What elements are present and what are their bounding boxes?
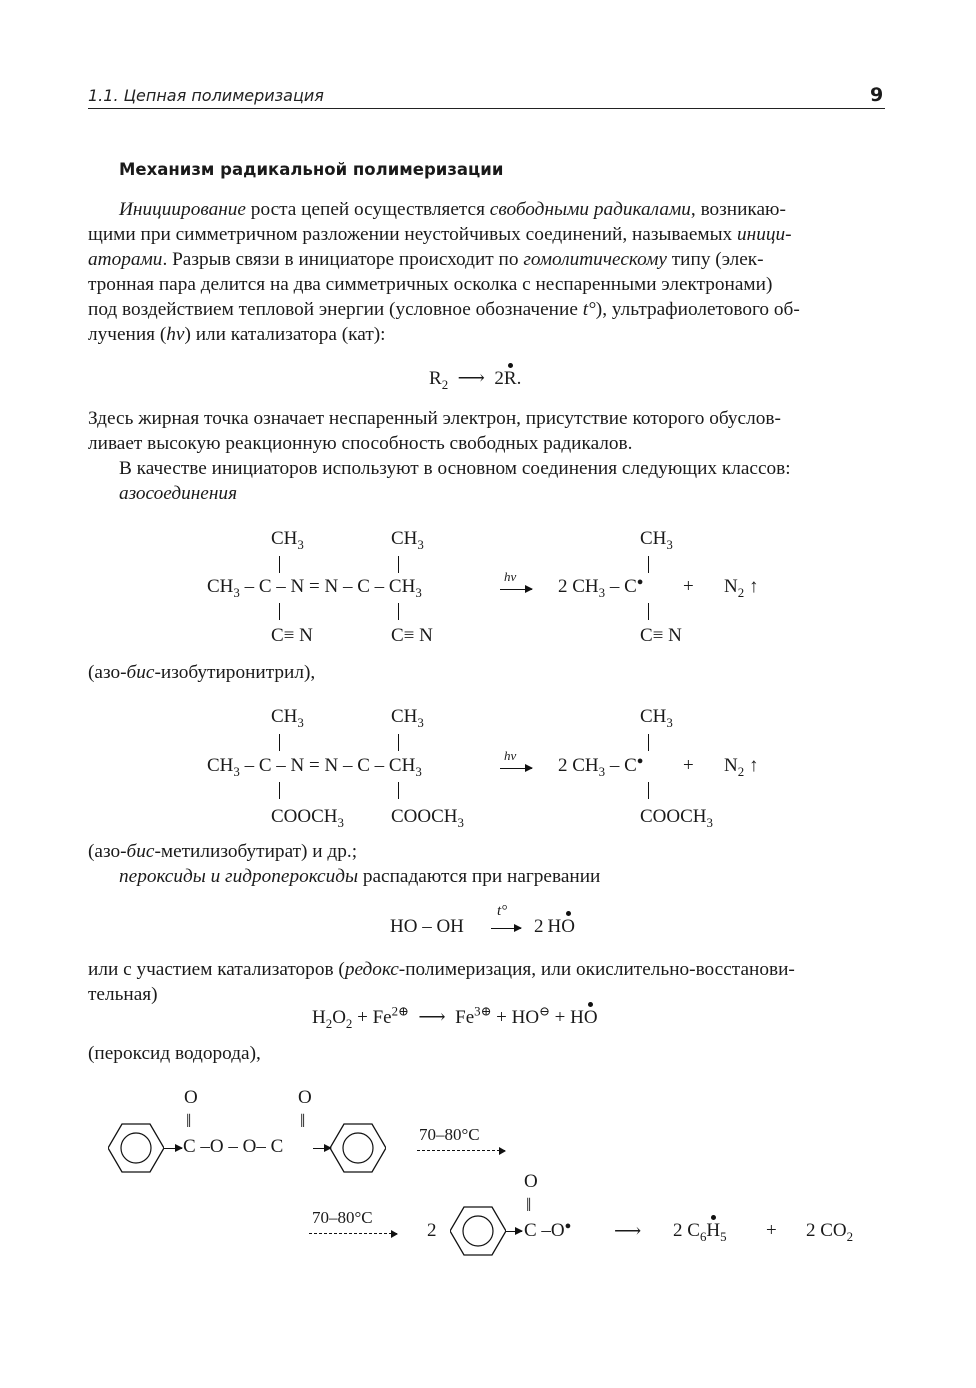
term-homolytic: гомолитическому [523,249,667,270]
section-title: Механизм радикальной полимеризации [119,160,504,179]
peroxide-equation-rhs: 2 HO [534,916,575,937]
equation-radical-formation: $R_2$ ⟶ 2R. [429,368,522,392]
bond-vertical [648,734,649,751]
ch3-top-left: $CH_3$ [271,528,304,552]
peroxide-equation-lhs: HO – OH [390,916,464,937]
ch3-top-left: $CH_3$ [271,706,304,730]
para1-line3: аторами. Разрыв связи в инициаторе происходит по гомолитическому типу (элек- [88,249,764,270]
bond-vertical [398,734,399,751]
benzene-ring-icon [330,1122,386,1174]
radical-dot: O [583,1007,598,1028]
para1-line2: щими при симметричном разложении неустойчивых соединений, называемых иници- [88,224,792,245]
azo-main-chain: $CH_3 - C - N = N - C - CH_3$ [207,755,422,779]
hv-label: hν [504,569,517,584]
plus-sign: + [766,1220,777,1241]
term-peroxides: пероксиды и гидропероксиды [119,866,359,887]
phenyl-radical: 2 $C_6H_5$ [673,1220,727,1244]
benzoyloxy-radical: C –O● [524,1220,572,1241]
double-bond: ‖ [526,1195,532,1216]
page-number: 9 [870,84,884,106]
radical-dot: O [561,916,575,937]
reaction-arrow [500,768,532,769]
reaction-arrow [417,1150,505,1151]
para3-line1: или с участием катализаторов (редокс-полимеризация, или окислительно-восстанови- [88,959,795,980]
gas-arrow-icon: ↑ [748,755,759,776]
term-initiation: Инициирование [119,199,246,220]
bond-vertical [398,782,399,799]
ester-group: $COOCH_3$ [391,806,464,830]
term-initiators: аторами [88,249,163,270]
benzene-ring-icon [450,1205,506,1257]
double-bond: ‖ [300,1111,306,1132]
bond-horizontal [506,1231,522,1232]
term-free-radicals: свободными радикалами [489,199,691,220]
nitrogen-gas: $N_2$ ↑ [724,755,759,779]
reaction-arrow: ⟶ [614,1221,642,1242]
bond-vertical [279,734,280,751]
para1-line6: лучения (hν) или катализатора (кат): [88,324,386,345]
plus-sign: + [683,576,694,597]
nitrile-group: C≡ N [391,625,433,646]
temperature-label: 70–80°C [312,1208,373,1227]
para2-line3: В качестве инициаторов используют в основном соединения следующих классов: [119,458,791,479]
carbon-dioxide: 2 $CO_2$ [806,1220,854,1244]
ester-group: $COOCH_3$ [640,806,713,830]
carbonyl-oxygen: O [524,1171,538,1192]
carbonyl-oxygen: O [184,1087,198,1108]
ester-group: $COOCH_3$ [271,806,344,830]
radical-dot: R [503,368,517,389]
caption-azo-ester: (азо-бис-метилизобутират) и др.; [88,841,358,862]
para1-line1: Инициирование роста цепей осуществляется свободными радикалами, возникаю- [119,199,786,220]
para1-line5: под воздействием тепловой энергии (условное обозначение t°), ультрафиолетового об- [88,299,800,320]
bond-vertical [279,556,280,573]
reaction-arrow [500,589,532,590]
benzene-ring-icon [108,1122,164,1174]
peroxides-line: пероксиды и гидропероксиды распадаются при нагревании [119,866,601,887]
para2-line1: Здесь жирная точка означает неспаренный электрон, присутствие которого обуслов- [88,408,781,429]
ch3-top-right: $CH_3$ [391,528,424,552]
bond-vertical [398,556,399,573]
radical-product: 2 $CH_3 - C^●$ [558,755,644,779]
caption-azo-nitrile: (азо-бис-изобутиронитрил), [88,662,316,683]
para2-line4: азосоединения [119,483,238,504]
reaction-arrow: ⟶ [457,368,485,389]
para1-line4: тронная пара делится на два симметричных осколка с неспаренными электронами) [88,274,773,295]
header-rule [88,108,885,109]
azo-main-chain: $CH_3 - C - N = N - C - CH_3$ [207,576,422,600]
caption-peroxide: (пероксид водорода), [88,1043,261,1064]
bond-horizontal [164,1148,182,1149]
bond-vertical [279,603,280,620]
para2-line2: ливает высокую реакционную способность свободных радикалов. [88,433,633,454]
bond-vertical [648,556,649,573]
bond-horizontal [313,1148,331,1149]
carbonyl-oxygen: O [298,1087,312,1108]
para3-line2: тельная) [88,984,158,1005]
heat-label: t° [497,903,508,919]
reaction-arrow [309,1233,397,1234]
bond-vertical [398,603,399,620]
plus-sign: + [683,755,694,776]
ch3-top-product: $CH_3$ [640,528,673,552]
gas-arrow-icon: ↑ [748,576,759,597]
nitrogen-gas: $N_2$ ↑ [724,576,759,600]
ch3-top-right: $CH_3$ [391,706,424,730]
reaction-arrow: ⟶ [418,1007,446,1028]
reaction-arrow [491,928,521,929]
peroxide-chain: C –O – O– C [183,1136,284,1157]
ch3-top-product: $CH_3$ [640,706,673,730]
bond-vertical [648,782,649,799]
nitrile-group: C≡ N [640,625,682,646]
temperature-label: 70–80°C [419,1125,480,1144]
hv-label: hν [504,748,517,763]
double-bond: ‖ [186,1111,192,1132]
bond-vertical [279,782,280,799]
radical-product: 2 $CH_3 - C^●$ [558,576,644,600]
redox-equation: $H_2O_2 + Fe^{2\oplus}$ ⟶ $Fe^{3\oplus} + HO^⊖$ + HO [312,1003,598,1031]
coefficient: 2 [427,1220,437,1241]
nitrile-group: C≡ N [271,625,313,646]
running-title: 1.1. Цепная полимеризация [88,86,324,105]
bond-vertical [648,603,649,620]
